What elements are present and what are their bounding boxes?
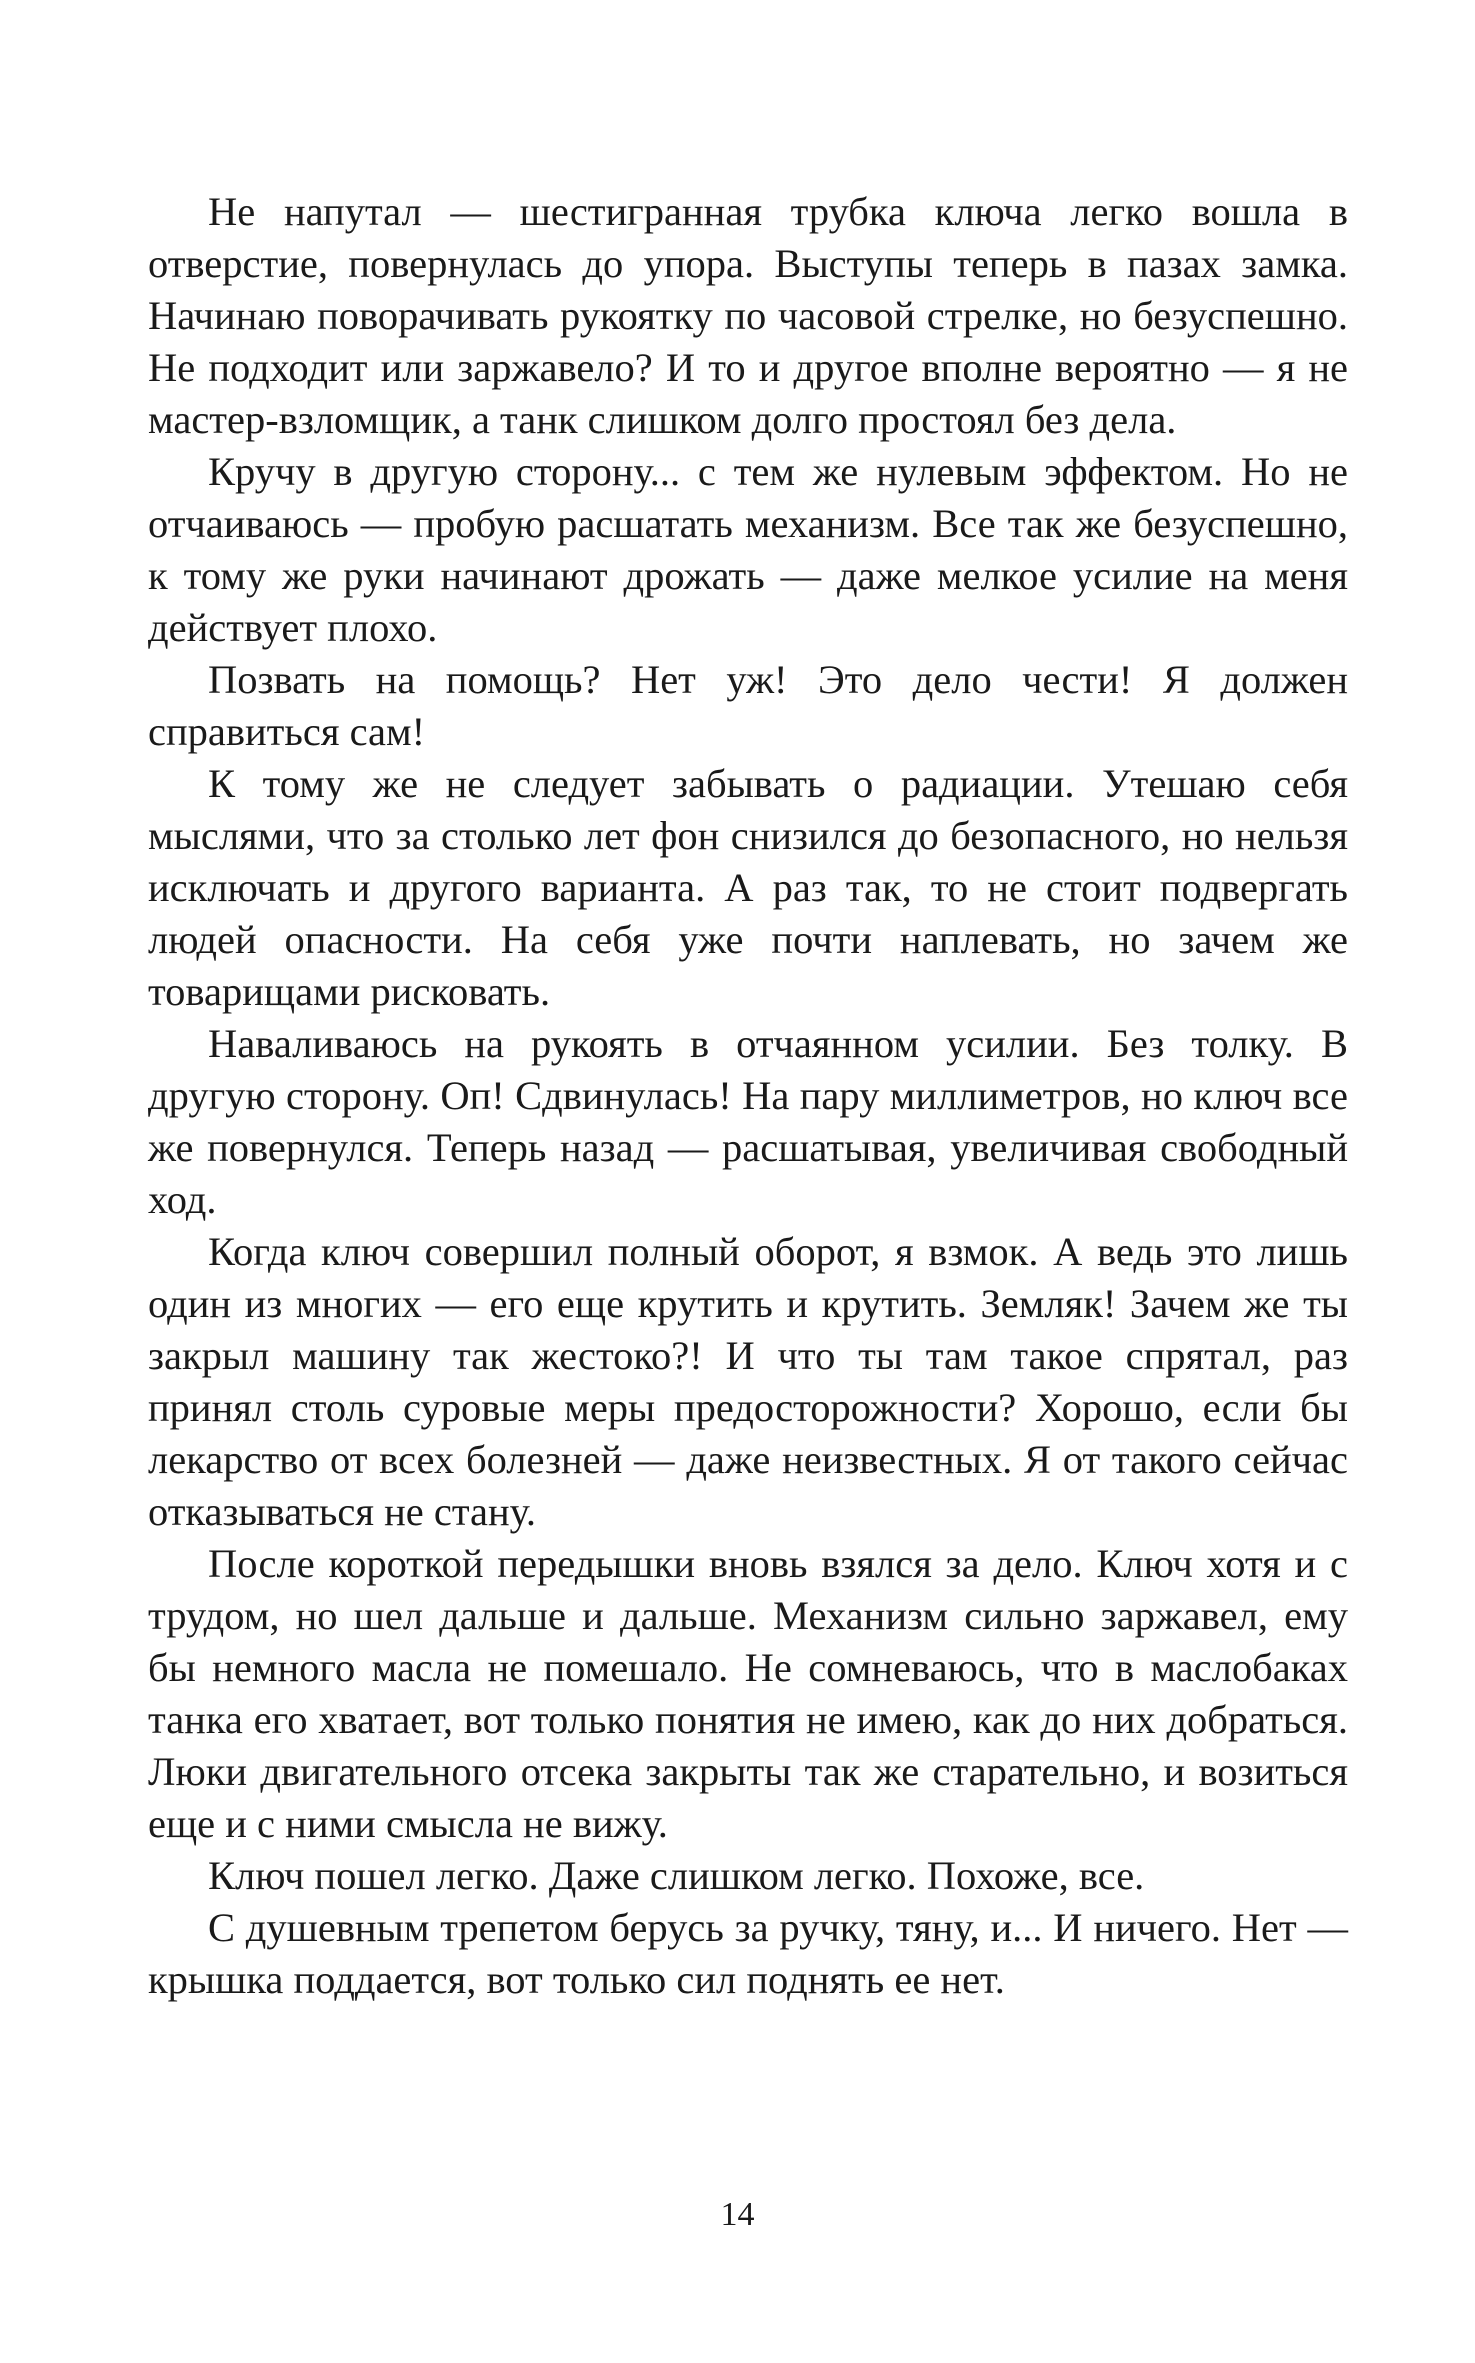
paragraph-6: Когда ключ совершил полный оборот, я взмок. А ведь это лишь один из многих — его еще крутить и крутить. Земляк! Зачем же ты закрыл машину так жестоко?! И что ты там такое спрятал, раз принял столь суровые меры предосторожности? Хорошо, если бы лекарство от всех болезней — даже неизвестных. Я от такого сейчас отказываться не стану.	[148, 1229, 1348, 1534]
paragraph-9: С душевным трепетом берусь за ручку, тяну, и... И ничего. Нет — крышка поддается, вот только сил поднять ее нет.	[148, 1905, 1348, 2002]
body-text	[148, 186, 1348, 2006]
paragraph-1: Не напутал — шестигранная трубка ключа легко вошла в отверстие, повернулась до упора. Выступы теперь в пазах замка. Начинаю поворачивать рукоятку по часовой стрелке, но безуспешно. Не подходит или заржавело? И то и другое вполне вероятно — я не мастер-взломщик, а танк слишком долго простоял без дела.	[148, 189, 1348, 442]
paragraph-5: Наваливаюсь на рукоять в отчаянном усилии. Без толку. В другую сторону. Оп! Сдвинулась! На пару миллиметров, но ключ все же повернулся. Теперь назад — расшатывая, увеличивая свободный ход.	[148, 1021, 1348, 1222]
page-number: 14	[720, 2196, 755, 2233]
paragraph-3: Позвать на помощь? Нет уж! Это дело чести! Я должен справиться сам!	[148, 657, 1348, 754]
paragraph-8: Ключ пошел легко. Даже слишком легко. Похоже, все.	[208, 1853, 1145, 1898]
paragraph-7: После короткой передышки вновь взялся за дело. Ключ хотя и с трудом, но шел дальше и дальше. Механизм сильно заржавел, ему бы немного масла не помешало. Не сомневаюсь, что в маслобаках танка его хватает, вот только понятия не имею, как до них добраться. Люки двигательного отсека закрыты так же старательно, и возиться еще и с ними смысла не вижу.	[148, 1541, 1348, 1846]
paragraph-2: Кручу в другую сторону... с тем же нулевым эффектом. Но не отчаиваюсь — пробую расшатать механизм. Все так же безуспешно, к тому же руки начинают дрожать — даже мелкое усилие на меня действует плохо.	[148, 449, 1348, 650]
paragraph-4: К тому же не следует забывать о радиации. Утешаю себя мыслями, что за столько лет фон снизился до безопасного, но нельзя исключать и другого варианта. А раз так, то не стоит подвергать людей опасности. На себя уже почти наплевать, но зачем же товарищами рисковать.	[148, 761, 1348, 1014]
